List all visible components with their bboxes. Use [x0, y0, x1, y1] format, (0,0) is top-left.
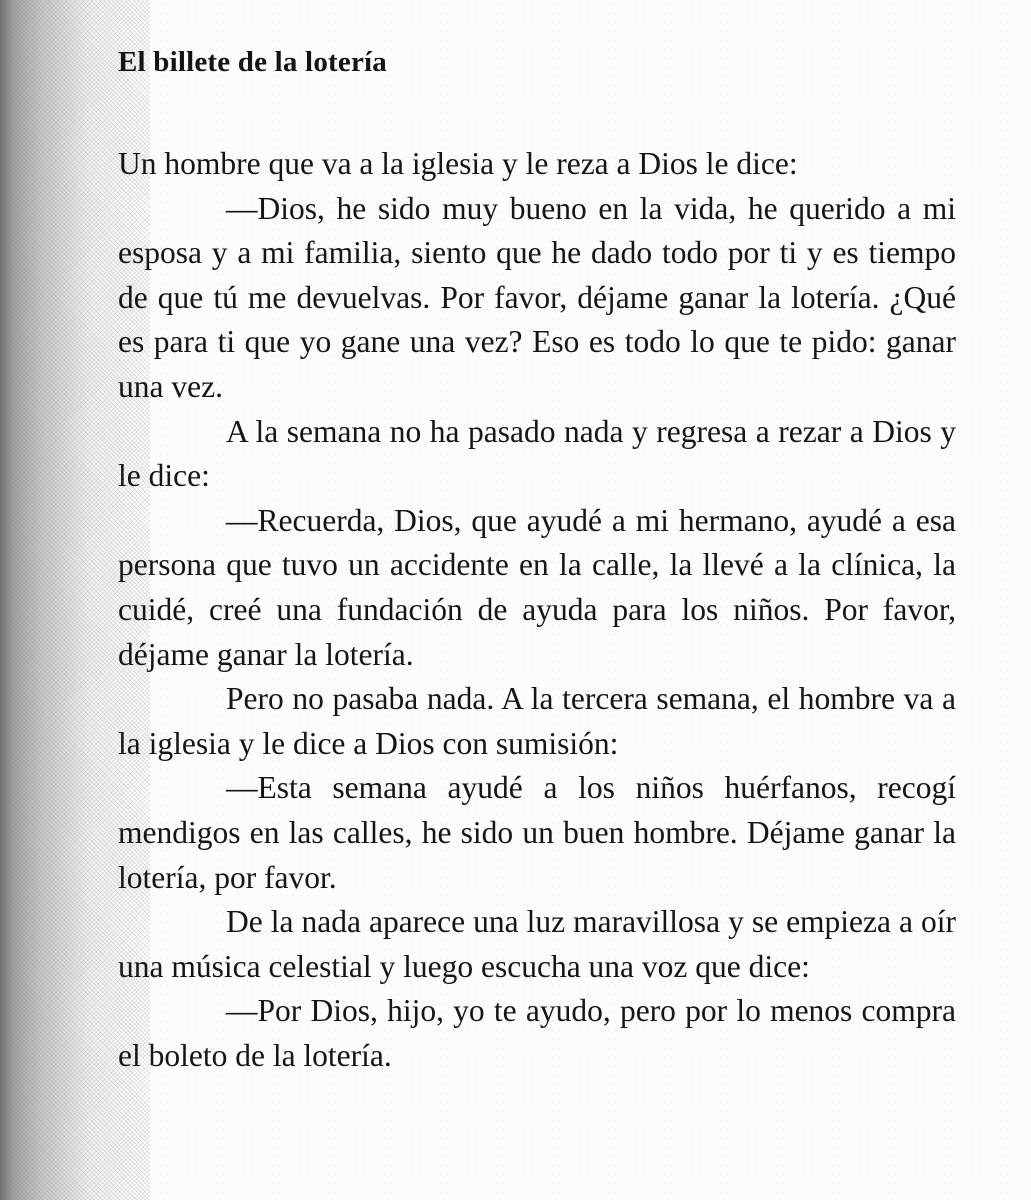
paragraph-intro: Un hombre que va a la iglesia y le reza a Dios le dice: — [118, 146, 798, 181]
page-edge — [0, 0, 12, 1200]
paragraph-punchline: —Por Dios, hijo, yo te ayudo, pero por lo menos compra el boleto de la lotería. — [118, 993, 956, 1073]
paragraph-first-prayer: —Dios, he sido muy bueno en la vida, he querido a mi esposa y a mi familia, siento que he dado todo por ti y es tiempo de que tú me devuelvas. Por favor, déjame ganar la lotería. ¿Qué es para ti que yo gane una vez? Eso es todo lo que te pido: ganar una vez. — [118, 190, 956, 404]
paragraph-miracle: De la nada aparece una luz maravillosa y se empieza a oír una música celestial y luego escucha una voz que dice: — [118, 904, 956, 984]
paragraph-third-prayer: —Esta semana ayudé a los niños huérfanos, recogí mendigos en las calles, he sido un buen hombre. Déjame ganar la lotería, por favor. — [118, 770, 956, 895]
story-title: El billete de la lotería — [118, 46, 387, 78]
paragraph-second-prayer: —Recuerda, Dios, que ayudé a mi hermano, ayudé a esa persona que tuvo un accidente en la calle, la llevé a la clínica, la cuidé, creé una fundación de ayuda para los niños. Por favor, déjame ganar la lotería. — [118, 502, 956, 672]
paragraph-third-week: Pero no pasaba nada. A la tercera semana, el hombre va a la iglesia y le dice a Dios con sumisión: — [118, 681, 956, 761]
story-content — [118, 40, 956, 1078]
paragraph-second-week: A la semana no ha pasado nada y regresa a rezar a Dios y le dice: — [118, 413, 956, 494]
story-body — [118, 142, 956, 1078]
